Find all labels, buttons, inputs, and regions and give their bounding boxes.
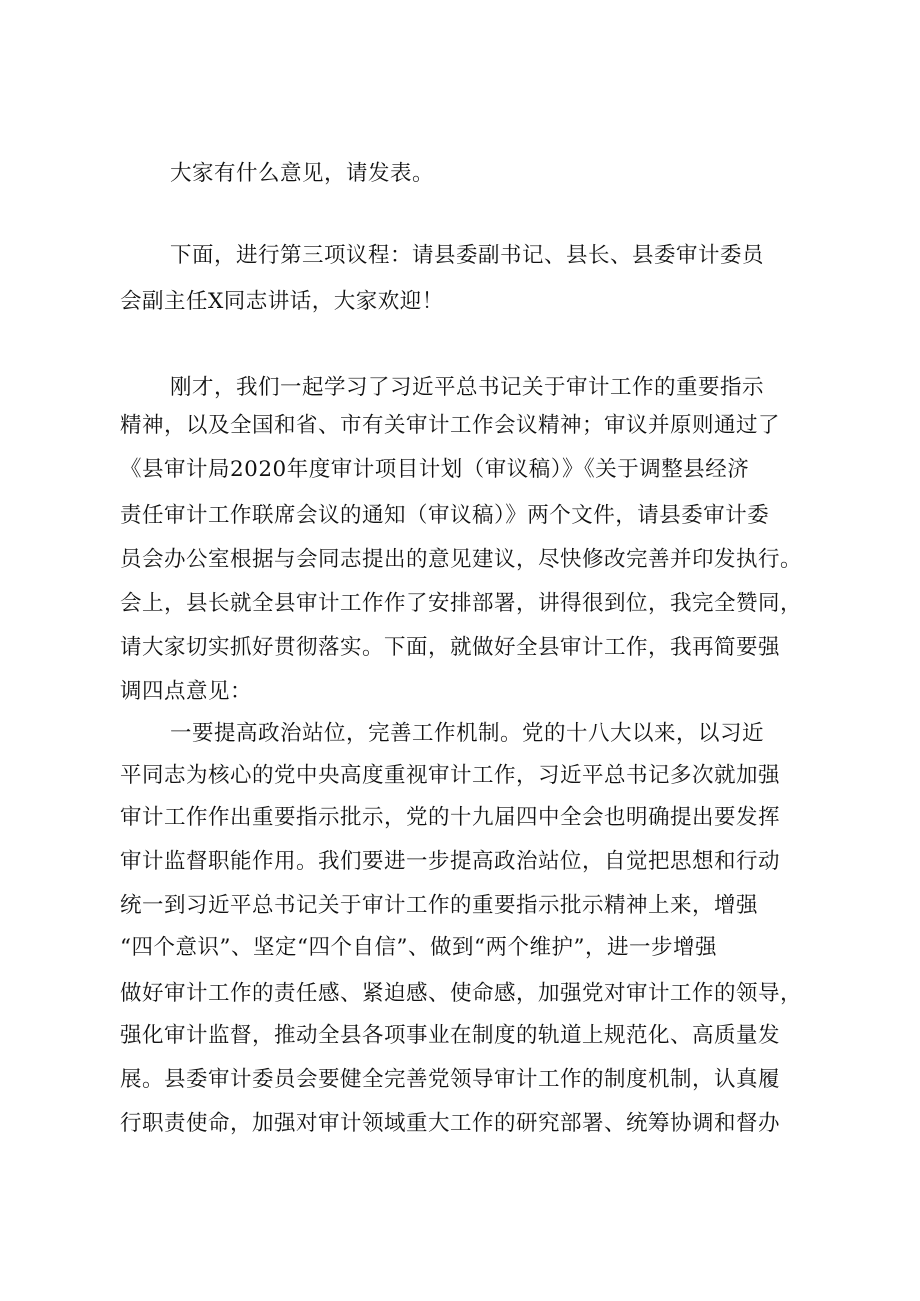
text-line: 刚才，我们一起学习了习近平总书记关于审计工作的重要指示 xyxy=(170,375,765,400)
text-line: 统一到习近平总书记关于审计工作的重要指示批示精神上来，增强 xyxy=(120,893,759,918)
text-line: 请大家切实抓好贯彻落实。下面，就做好全县审计工作，我再简要强 xyxy=(120,635,781,660)
text-line: 审计监督职能作用。我们要进一步提高政治站位，自觉把思想和行动 xyxy=(120,849,781,874)
text-line: 行职责使命，加强对审计领域重大工作的研究部署、统筹协调和督办 xyxy=(120,1111,781,1136)
text-line: 《县审计局2020年度审计项目计划（审议稿）》《关于调整县经济 xyxy=(120,457,750,482)
text-line: 调四点意见： xyxy=(120,679,253,704)
text-line: 平同志为核心的党中央高度重视审计工作，习近平总书记多次就加强 xyxy=(120,763,781,788)
text-line: 强化审计监督，推动全县各项事业在制度的轨道上规范化、高质量发 xyxy=(120,1023,781,1048)
text-line: 会上，县长就全县审计工作作了安排部署，讲得很到位，我完全赞同， xyxy=(120,591,803,616)
text-line: 大家有什么意见，请发表。 xyxy=(170,161,435,186)
text-line: 会副主任X同志讲话，大家欢迎！ xyxy=(120,289,444,314)
text-line: 做好审计工作的责任感、紧迫感、使命感，加强党对审计工作的领导， xyxy=(120,981,803,1006)
text-line: 责任审计工作联席会议的通知（审议稿）》两个文件，请县委审计委 xyxy=(120,503,770,528)
text-line: 展。县委审计委员会要健全完善党领导审计工作的制度机制，认真履 xyxy=(120,1067,781,1092)
text-line: 一要提高政治站位，完善工作机制。党的十八大以来，以习近 xyxy=(170,721,765,746)
text-line: 精神，以及全国和省、市有关审计工作会议精神；审议并原则通过了 xyxy=(120,413,781,438)
text-line: 审计工作作出重要指示批示，党的十九届四中全会也明确提出要发挥 xyxy=(120,805,781,830)
text-line: 员会办公室根据与会同志提出的意见建议，尽快修改完善并印发执行。 xyxy=(120,547,803,572)
text-line: “四个意识”、坚定“四个自信”、做到“两个维护”，进一步增强 xyxy=(120,935,717,960)
text-line: 下面，进行第三项议程：请县委副书记、县长、县委审计委员 xyxy=(170,243,765,268)
